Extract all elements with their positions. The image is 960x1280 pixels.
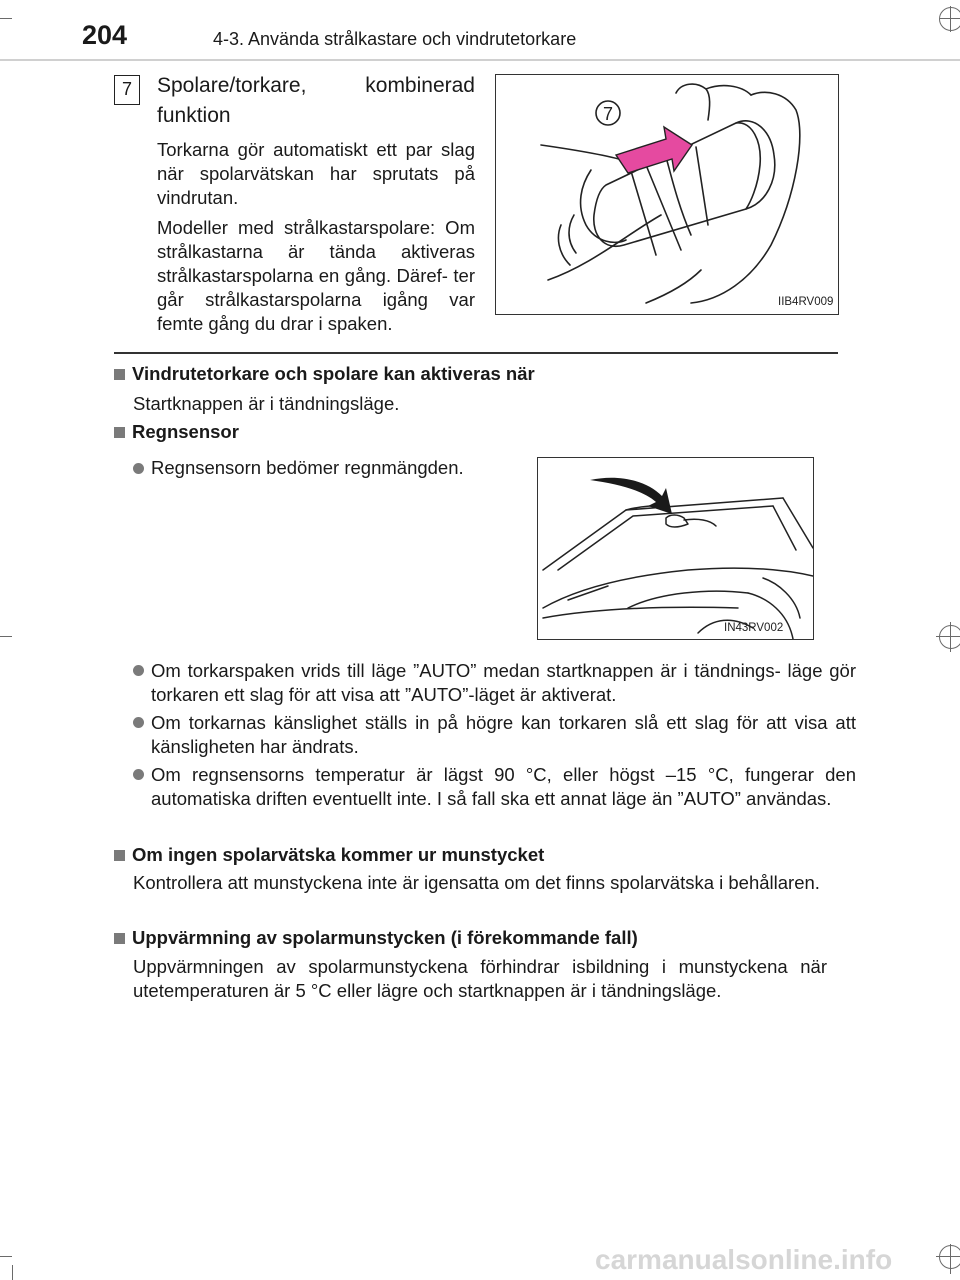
registration-mark-icon (939, 625, 960, 649)
item-title-line2: funktion (157, 104, 231, 127)
registration-mark-icon (939, 1245, 960, 1269)
page-number: 204 (82, 20, 128, 50)
rain-sensor-figure (537, 457, 814, 640)
car-windshield-illustration (538, 458, 813, 639)
note-heading: Regnsensor (114, 421, 239, 443)
note-body: Uppvärmningen av spolarmunstyckena förhindrar isbildning i munstyckena när utetemperaturen är 5 °C eller lägre och startknappen är i tändningsläge. (133, 956, 827, 1001)
square-bullet-icon (114, 933, 125, 944)
bullet-item: Om torkarspaken vrids till läge ”AUTO” medan startknappen är i tändnings- läge gör torkaren ett slag för att visa att ”AUTO”-läget är aktiverat. (133, 659, 856, 707)
figure-callout: 7 (602, 104, 614, 124)
square-bullet-icon (114, 427, 125, 438)
crop-mark (12, 1265, 13, 1280)
note-heading: Om ingen spolarvätska kommer ur munstycket (114, 844, 544, 866)
round-bullet-icon (133, 665, 144, 676)
square-bullet-icon (114, 369, 125, 380)
item-number-badge: 7 (114, 75, 140, 105)
hand-lever-illustration (496, 75, 838, 314)
section-divider (114, 352, 838, 354)
note-body: Startknappen är i tändningsläge. (133, 393, 400, 414)
chapter-heading: 4-3. Använda strålkastare och vindrutetorkare (213, 29, 577, 49)
crop-mark (0, 1256, 12, 1257)
crop-mark (0, 636, 12, 637)
item-paragraph: Torkarna gör automatiskt ett par slag när spolarvätskan har sprutats på vindrutan. (157, 139, 475, 208)
watermark: carmanualsonline.info (595, 1244, 893, 1275)
bullet-item: Om regnsensorns temperatur är lägst 90 °C, eller högst –15 °C, fungerar den automatiska driften eventuellt inte. I så fall ska ett annat läge än ”AUTO” användas. (133, 763, 856, 811)
item-title-line1: Spolare/torkare, kombinerad (157, 74, 475, 97)
wiper-lever-figure (495, 74, 839, 315)
figure-code: IN43RV002 (724, 622, 784, 634)
round-bullet-icon (133, 717, 144, 728)
square-bullet-icon (114, 850, 125, 861)
crop-mark (0, 18, 12, 19)
bullet-item: Regnsensorn bedömer regnmängden. (133, 456, 503, 480)
note-heading: Uppvärmning av spolarmunstycken (i förekommande fall) (114, 927, 638, 949)
item-paragraph: Modeller med strålkastarspolare: Om strålkastarna är tända aktiveras strålkastarspolarna en gång. Däref- ter går strålkastarspolarna igång var femte gång du drar i spaken. (157, 217, 475, 334)
bullet-item: Om torkarnas känslighet ställs in på högre kan torkaren slå ett slag för att visa att känsligheten har ändrats. (133, 711, 856, 759)
note-heading: Vindrutetorkare och spolare kan aktiveras när (114, 363, 535, 385)
registration-mark-icon (939, 7, 960, 31)
figure-code: IIB4RV009 (778, 296, 834, 308)
note-body: Kontrollera att munstyckena inte är igensatta om det finns spolarvätska i behållaren. (133, 872, 820, 893)
round-bullet-icon (133, 769, 144, 780)
round-bullet-icon (133, 463, 144, 474)
header-divider (0, 59, 960, 61)
